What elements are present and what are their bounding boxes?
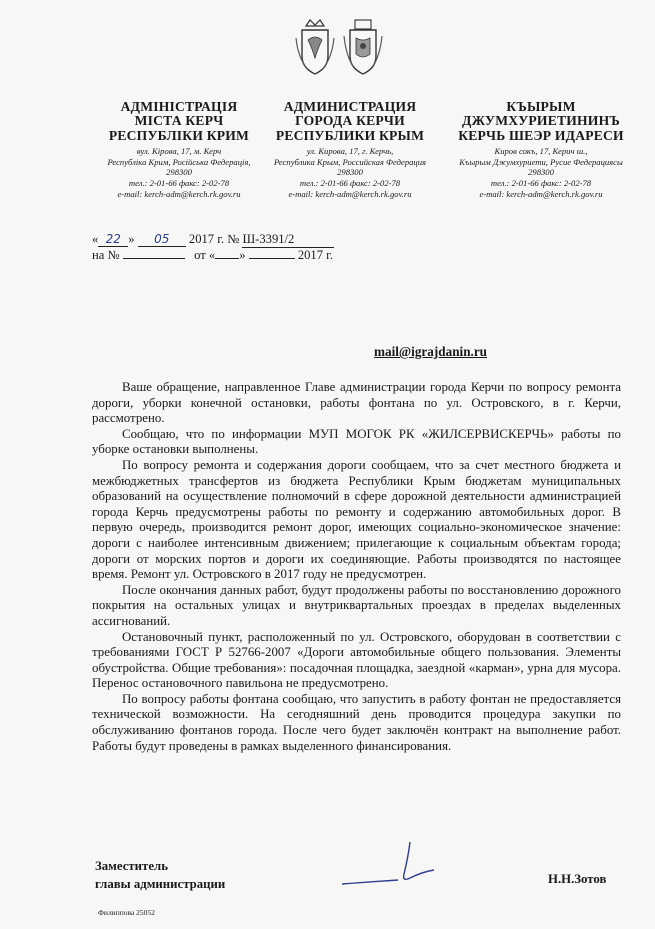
header-left bbox=[92, 100, 266, 199]
email-russian: e-mail: kerch-adm@kerch.rk.gov.ru bbox=[288, 188, 412, 199]
executor-note: Филиппова 25052 bbox=[98, 908, 155, 917]
phone-crimean-tatar: тел.: 2-01-66 факс: 2-02-78 bbox=[490, 178, 592, 188]
paragraph: По вопросу ремонта и содержания дороги сообщаем, что за счет местного бюджета и межбюджетных трансфертов из бюджета Республики Крым бюджетам муниципальных образований на осуществление полномочий в сфере дорожной деятельности администрацией города Керчь предусмотрены работы по ремонту и содержанию автомобильных дорог. В первую очередь, производится ремонт дорог, имеющих социально-экономическое значение: дороги с наиболее интенсивным движением; прилегающие к социальным объектам города; дороги от морских портов и дороги их соединяющие. Работы производятся по настоящее время. Ремонт ул. Островского в 2017 году не предусмотрен. bbox=[92, 457, 621, 582]
address-crimean-tatar: Киров сокъ, 17, Керич ш., Къырым Джумхуриети, Русие Федерациясы 298300 bbox=[459, 145, 623, 178]
ref-number: Ш-3391/2 bbox=[242, 232, 334, 248]
org-name-russian: АДМИНИСТРАЦИЯ ГОРОДА КЕРЧИ РЕСПУБЛИКИ КРЫМ bbox=[275, 99, 425, 143]
email-crimean-tatar: e-mail: kerch-adm@kerch.rk.gov.ru bbox=[479, 188, 603, 199]
org-name-ukrainian: АДМІНІСТРАЦІЯ МІСТА КЕРЧ РЕСПУБЛІКИ КРИМ bbox=[108, 99, 250, 143]
paragraph: Сообщаю, что по информации МУП МОГОК РК «ЖИЛСЕРВИСКЕРЧЬ» работы по уборке остановки выполнены. bbox=[92, 426, 621, 457]
header-center bbox=[262, 100, 438, 199]
crimea-coat-of-arms-icon bbox=[294, 18, 336, 76]
address-ukrainian: вул. Кірова, 17, м. Керч Республіка Крим, Російська Федерація, 298300 bbox=[107, 145, 251, 178]
ref-month: 05 bbox=[138, 232, 186, 247]
paragraph: Остановочный пункт, расположенный по ул. Островского, оборудован в соответствии с требованиями ГОСТ Р 52766-2007 «Дороги автомобильные общего пользования. Элементы обустройства. Общие требования»: посадочная площадка, заездной «карман», урна для мусора. Перенос остановочного павильона не предусмотрено. bbox=[92, 629, 621, 691]
header-right bbox=[446, 100, 636, 199]
ref-day: 22 bbox=[98, 232, 128, 247]
signatory-name: Н.Н.Зотов bbox=[548, 872, 607, 886]
signatory-title: Заместитель главы администрации bbox=[95, 859, 226, 891]
recipient-email: mail@igrajdanin.ru bbox=[374, 344, 488, 359]
paragraph: По вопросу работы фонтана сообщаю, что запустить в работу фонтан не предоставляется технической возможности. На сегодняшний день проводится процедура закупки по обслуживанию фонтанов города. После чего будет заключён контракт на выполнение работ. Работы будут проведены в рамках выделенного финансирования. bbox=[92, 691, 621, 753]
phone-russian: тел.: 2-01-66 факс: 2-02-78 bbox=[299, 178, 401, 188]
paragraph: После окончания данных работ, будут продолжены работы по восстановлению дорожного покрытия на остальных улицах и внутриквартальных проездах в пределах выделенных ассигнований. bbox=[92, 582, 621, 628]
handwritten-signature bbox=[338, 838, 438, 892]
letter-body bbox=[92, 380, 621, 754]
email-ukrainian: e-mail: kerch-adm@kerch.rk.gov.ru bbox=[117, 188, 241, 199]
kerch-coat-of-arms-icon bbox=[342, 18, 384, 76]
org-name-crimean-tatar: КЪЫРЫМ ДЖУМХУРИЕТИНИНЪ КЕРЧЬ ШЕЭР ИДАРЕСИ bbox=[458, 99, 624, 143]
outgoing-reference: « 22 » 05 2017 г. № Ш-3391/2 bbox=[92, 232, 334, 248]
paragraph: Ваше обращение, направленное Главе администрации города Керчи по вопросу ремонта дороги, уборки конечной остановки, работы фонтана по ул. Островского, в г. Керчи, рассмотрено. bbox=[92, 380, 621, 426]
phone-ukrainian: тел.: 2-01-66 факс: 2-02-78 bbox=[128, 178, 230, 188]
address-russian: ул. Кирова, 17, г. Керчь, Республика Крым, Российская Федерация 298300 bbox=[273, 145, 427, 178]
incoming-reference: на № от « » 2017 г. bbox=[92, 248, 334, 262]
